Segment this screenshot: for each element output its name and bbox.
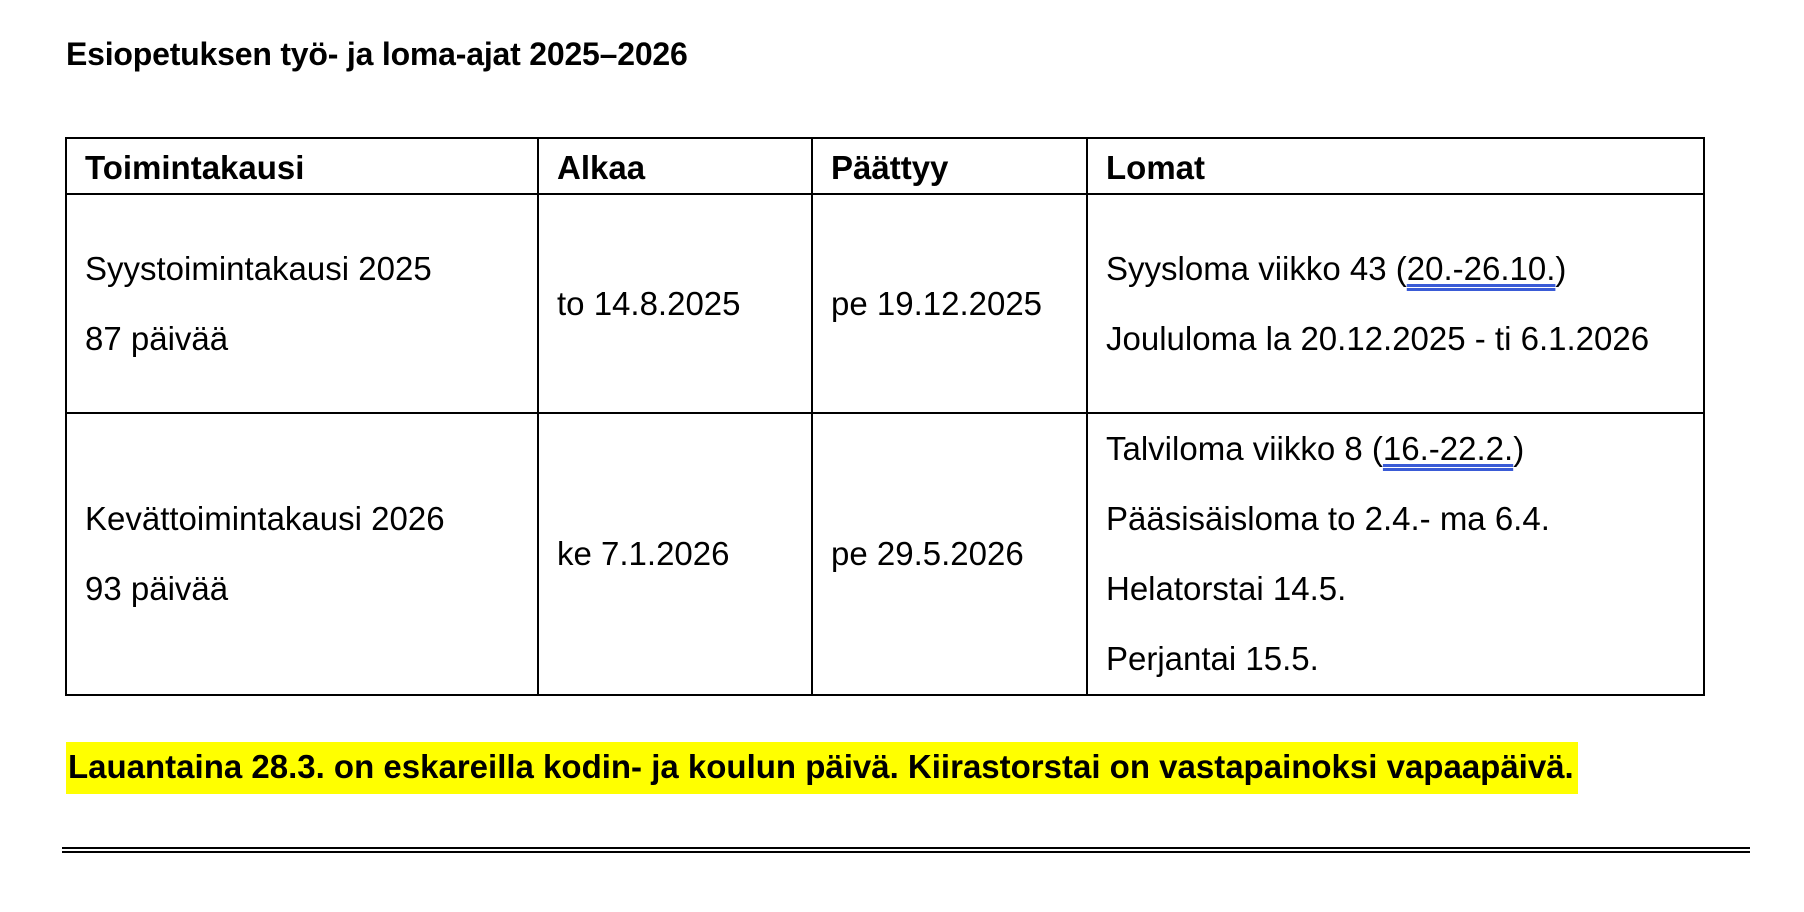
holiday-line: Perjantai 15.5. — [1106, 640, 1319, 677]
schedule-table — [65, 137, 1705, 696]
header-toimintakausi: Toimintakausi — [66, 138, 538, 194]
page-title: Esiopetuksen työ- ja loma-ajat 2025–2026 — [66, 36, 688, 72]
end-date-cell: pe 29.5.2026 — [812, 413, 1087, 695]
period-days: 87 päivää — [85, 319, 229, 357]
holiday-date-link[interactable]: 20.-26.10. — [1406, 249, 1556, 287]
holiday-text: Talviloma viikko 8 ( — [1106, 430, 1383, 467]
double-divider — [62, 847, 1750, 853]
table-header-row — [66, 138, 1704, 194]
holiday-date-link[interactable]: 16.-22.2. — [1382, 430, 1514, 467]
header-lomat: Lomat — [1087, 138, 1704, 194]
holiday-text-after: ) — [1513, 430, 1525, 467]
holidays-cell — [1087, 194, 1704, 413]
header-paattyy: Päättyy — [812, 138, 1087, 194]
period-name: Syystoimintakausi 2025 — [85, 249, 432, 287]
holiday-text: Syysloma viikko 43 ( — [1106, 249, 1407, 287]
start-date-cell: to 14.8.2025 — [538, 194, 812, 413]
holiday-line: Joululoma la 20.12.2025 - ti 6.1.2026 — [1106, 319, 1650, 357]
start-date-cell: ke 7.1.2026 — [538, 413, 812, 695]
period-cell — [66, 413, 538, 695]
period-name: Kevättoimintakausi 2026 — [85, 500, 445, 537]
table-row — [66, 413, 1704, 695]
holiday-line — [1106, 414, 1685, 484]
period-days: 93 päivää — [85, 570, 229, 607]
holiday-line: Helatorstai 14.5. — [1106, 570, 1347, 607]
period-cell — [66, 194, 538, 413]
holiday-line — [1106, 234, 1685, 304]
end-date-cell: pe 19.12.2025 — [812, 194, 1087, 413]
holidays-cell — [1087, 413, 1704, 695]
holiday-text-after: ) — [1555, 249, 1567, 287]
highlighted-note: Lauantaina 28.3. on eskareilla kodin- ja koulun päivä. Kiirastorstai on vastapainoksi vapaapäivä. — [66, 742, 1578, 794]
table-row — [66, 194, 1704, 413]
holiday-line: Pääsisäisloma to 2.4.- ma 6.4. — [1106, 500, 1550, 537]
header-alkaa: Alkaa — [538, 138, 812, 194]
